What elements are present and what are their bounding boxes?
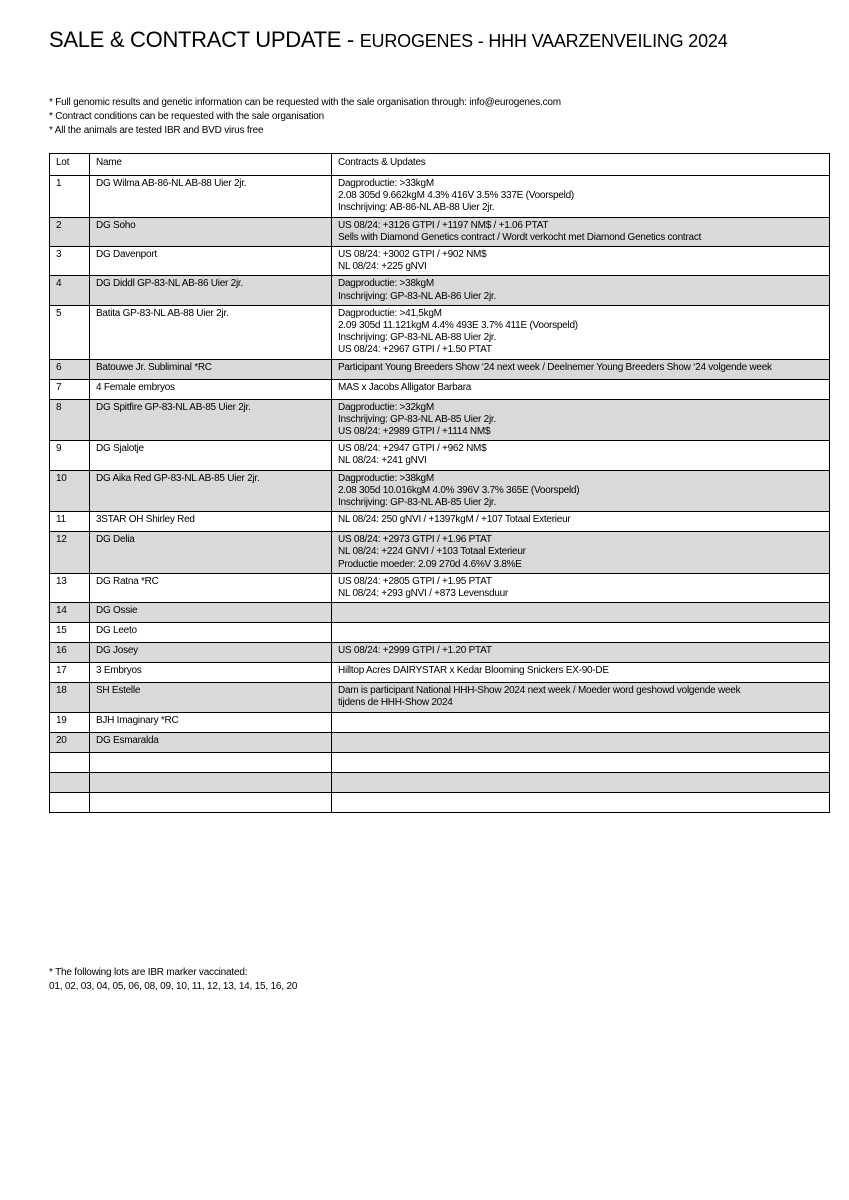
contract-line: tijdens de HHH-Show 2024	[338, 697, 453, 709]
lot-cell: 5	[50, 305, 90, 359]
name-cell: DG Sjalotje	[90, 441, 332, 470]
contracts-cell	[332, 712, 830, 732]
contract-line: MAS x Jacobs Alligator Barbara	[338, 381, 472, 393]
name-cell: Batita GP-83-NL AB-88 Uier 2jr.	[90, 305, 332, 359]
table-row	[50, 752, 830, 772]
lot-cell: 16	[50, 643, 90, 663]
contract-line: Inschrijving: GP-83-NL AB-85 Uier 2jr.	[338, 497, 496, 509]
table-row	[50, 470, 830, 512]
lot-cell: 9	[50, 441, 90, 470]
name-cell: 4 Female embryos	[90, 379, 332, 399]
table-row	[50, 532, 830, 574]
name-cell	[90, 752, 332, 772]
lot-cell: 17	[50, 663, 90, 683]
lot-cell	[50, 772, 90, 792]
contract-line: US 08/24: +2805 GTPI / +1.95 PTAT	[338, 575, 492, 587]
table-row	[50, 379, 830, 399]
table-row	[50, 176, 830, 218]
table-row	[50, 683, 830, 712]
name-cell: DG Aika Red GP-83-NL AB-85 Uier 2jr.	[90, 470, 332, 512]
contract-line: US 08/24: +2989 GTPI / +1114 NM$	[338, 426, 491, 438]
contracts-cell	[332, 603, 830, 623]
lot-cell	[50, 752, 90, 772]
contract-line: US 08/24: +2973 GTPI / +1.96 PTAT	[338, 534, 492, 546]
contracts-cell	[332, 276, 830, 305]
name-cell	[90, 792, 332, 812]
contracts-cell	[332, 470, 830, 512]
contracts-cell	[332, 512, 830, 532]
name-cell: DG Diddl GP-83-NL AB-86 Uier 2jr.	[90, 276, 332, 305]
lot-cell: 6	[50, 359, 90, 379]
ibr-lots: 01, 02, 03, 04, 05, 06, 08, 09, 10, 11, 12, 13, 14, 15, 16, 20	[49, 981, 298, 992]
contract-line: NL 08/24: +293 gNVI / +873 Levensduur	[338, 588, 508, 600]
table-row	[50, 643, 830, 663]
lot-cell: 1	[50, 176, 90, 218]
page-title	[49, 27, 728, 53]
contracts-cell	[332, 532, 830, 574]
name-cell: DG Leeto	[90, 623, 332, 643]
contracts-cell	[332, 379, 830, 399]
name-cell: DG Wilma AB-86-NL AB-88 Uier 2jr.	[90, 176, 332, 218]
lot-cell: 2	[50, 217, 90, 246]
contract-line: Dam is participant National HHH-Show 2024 next week / Moeder word geshowd volgende week	[338, 685, 741, 697]
contract-line: Dagproductie: >38kgM	[338, 472, 434, 484]
contract-line: Inschrijving: GP-83-NL AB-86 Uier 2jr.	[338, 290, 496, 302]
table-row	[50, 712, 830, 732]
name-cell: BJH Imaginary *RC	[90, 712, 332, 732]
lot-cell: 19	[50, 712, 90, 732]
name-cell: DG Esmaralda	[90, 732, 332, 752]
lot-cell: 7	[50, 379, 90, 399]
table-row	[50, 359, 830, 379]
contracts-cell	[332, 683, 830, 712]
contracts-cell	[332, 217, 830, 246]
contracts-cell	[332, 441, 830, 470]
note-virus-free: * All the animals are tested IBR and BVD virus free	[49, 125, 264, 136]
table-row	[50, 217, 830, 246]
table-header-row	[50, 154, 830, 176]
table-row	[50, 603, 830, 623]
contracts-cell	[332, 623, 830, 643]
name-cell: DG Delia	[90, 532, 332, 574]
contract-line: Hilltop Acres DAIRYSTAR x Kedar Blooming Snickers EX-90-DE	[338, 665, 609, 677]
contracts-cell	[332, 792, 830, 812]
name-cell: DG Davenport	[90, 247, 332, 276]
header-contracts: Contracts & Updates	[332, 154, 830, 176]
contract-line: NL 08/24: +225 gNVI	[338, 261, 427, 273]
table-row	[50, 441, 830, 470]
table-row	[50, 792, 830, 812]
lot-cell: 8	[50, 399, 90, 441]
contracts-cell	[332, 732, 830, 752]
table-row	[50, 247, 830, 276]
lot-cell	[50, 792, 90, 812]
lot-cell: 18	[50, 683, 90, 712]
table-body	[50, 176, 830, 813]
contracts-cell	[332, 772, 830, 792]
table-row	[50, 305, 830, 359]
contract-line: 2.08 305d 9.662kgM 4.3% 416V 3.5% 337E (Voorspeld)	[338, 190, 575, 202]
contract-line: NL 08/24: +224 GNVI / +103 Totaal Exterieur	[338, 546, 526, 558]
header-lot: Lot	[50, 154, 90, 176]
contract-line: Inschrijving: GP-83-NL AB-85 Uier 2jr.	[338, 413, 496, 425]
table-row	[50, 276, 830, 305]
contract-line: Dagproductie: >38kgM	[338, 278, 434, 290]
contract-line: 2.08 305d 10.016kgM 4.0% 396V 3.7% 365E (Voorspeld)	[338, 484, 580, 496]
lot-cell: 14	[50, 603, 90, 623]
contract-line: Dagproductie: >32kgM	[338, 401, 434, 413]
name-cell: Batouwe Jr. Subliminal *RC	[90, 359, 332, 379]
name-cell: 3 Embryos	[90, 663, 332, 683]
note-contract: * Contract conditions can be requested with the sale organisation	[49, 111, 324, 122]
contract-line: US 08/24: +2967 GTPI / +1.50 PTAT	[338, 344, 492, 356]
table-row	[50, 399, 830, 441]
contract-line: Participant Young Breeders Show ‘24 next week / Deelnemer Young Breeders Show ‘24 volgende week	[338, 361, 772, 373]
name-cell: DG Soho	[90, 217, 332, 246]
lot-cell: 10	[50, 470, 90, 512]
name-cell: DG Ossie	[90, 603, 332, 623]
lot-cell: 12	[50, 532, 90, 574]
contract-line: Sells with Diamond Genetics contract / Wordt verkocht met Diamond Genetics contract	[338, 231, 702, 243]
contracts-cell	[332, 573, 830, 602]
lot-cell: 13	[50, 573, 90, 602]
name-cell: DG Ratna *RC	[90, 573, 332, 602]
contract-line: US 08/24: +3002 GTPI / +902 NM$	[338, 249, 487, 261]
note-genomic: * Full genomic results and genetic information can be requested with the sale organisation through: info@eurogenes.com	[49, 97, 561, 108]
lot-cell: 15	[50, 623, 90, 643]
name-cell: 3STAR OH Shirley Red	[90, 512, 332, 532]
contracts-cell	[332, 663, 830, 683]
contract-line: NL 08/24: 250 gNVI / +1397kgM / +107 Totaal Exterieur	[338, 514, 571, 526]
name-cell: DG Josey	[90, 643, 332, 663]
contract-line: NL 08/24: +241 gNVI	[338, 455, 427, 467]
contracts-cell	[332, 359, 830, 379]
contracts-cell	[332, 176, 830, 218]
table-row	[50, 732, 830, 752]
contract-line: Dagproductie: >33kgM	[338, 178, 434, 189]
footer-note	[49, 966, 297, 994]
sale-table	[49, 153, 830, 813]
ibr-note: * The following lots are IBR marker vaccinated:	[49, 967, 248, 978]
table-row	[50, 512, 830, 532]
contract-line: Dagproductie: >41,5kgM	[338, 307, 442, 319]
contracts-cell	[332, 305, 830, 359]
contract-line: US 08/24: +3126 GTPI / +1197 NM$ / +1.06 PTAT	[338, 219, 549, 231]
lot-cell: 4	[50, 276, 90, 305]
notes	[49, 96, 561, 138]
header-name: Name	[90, 154, 332, 176]
contract-line: 2.09 305d 11.121kgM 4.4% 493E 3.7% 411E (Voorspeld)	[338, 320, 578, 332]
lot-cell: 11	[50, 512, 90, 532]
title-sub: EUROGENES - HHH VAARZENVEILING 2024	[359, 31, 728, 51]
table-row	[50, 623, 830, 643]
title-main: SALE & CONTRACT UPDATE -	[49, 27, 360, 52]
contract-line: US 08/24: +2947 GTPI / +962 NM$	[338, 443, 487, 455]
contract-line: Inschrijving: AB-86-NL AB-88 Uier 2jr.	[338, 202, 495, 214]
table-row	[50, 573, 830, 602]
lot-cell: 20	[50, 732, 90, 752]
name-cell: DG Spitfire GP-83-NL AB-85 Uier 2jr.	[90, 399, 332, 441]
contracts-cell	[332, 247, 830, 276]
lot-cell: 3	[50, 247, 90, 276]
name-cell: SH Estelle	[90, 683, 332, 712]
contracts-cell	[332, 399, 830, 441]
contracts-cell	[332, 643, 830, 663]
contract-line: Inschrijving: GP-83-NL AB-88 Uier 2jr.	[338, 332, 496, 344]
contracts-cell	[332, 752, 830, 772]
table-row	[50, 772, 830, 792]
contract-line: Productie moeder: 2.09 270d 4.6%V 3.8%E	[338, 558, 522, 570]
name-cell	[90, 772, 332, 792]
contract-line: US 08/24: +2999 GTPI / +1.20 PTAT	[338, 645, 492, 657]
table-row	[50, 663, 830, 683]
